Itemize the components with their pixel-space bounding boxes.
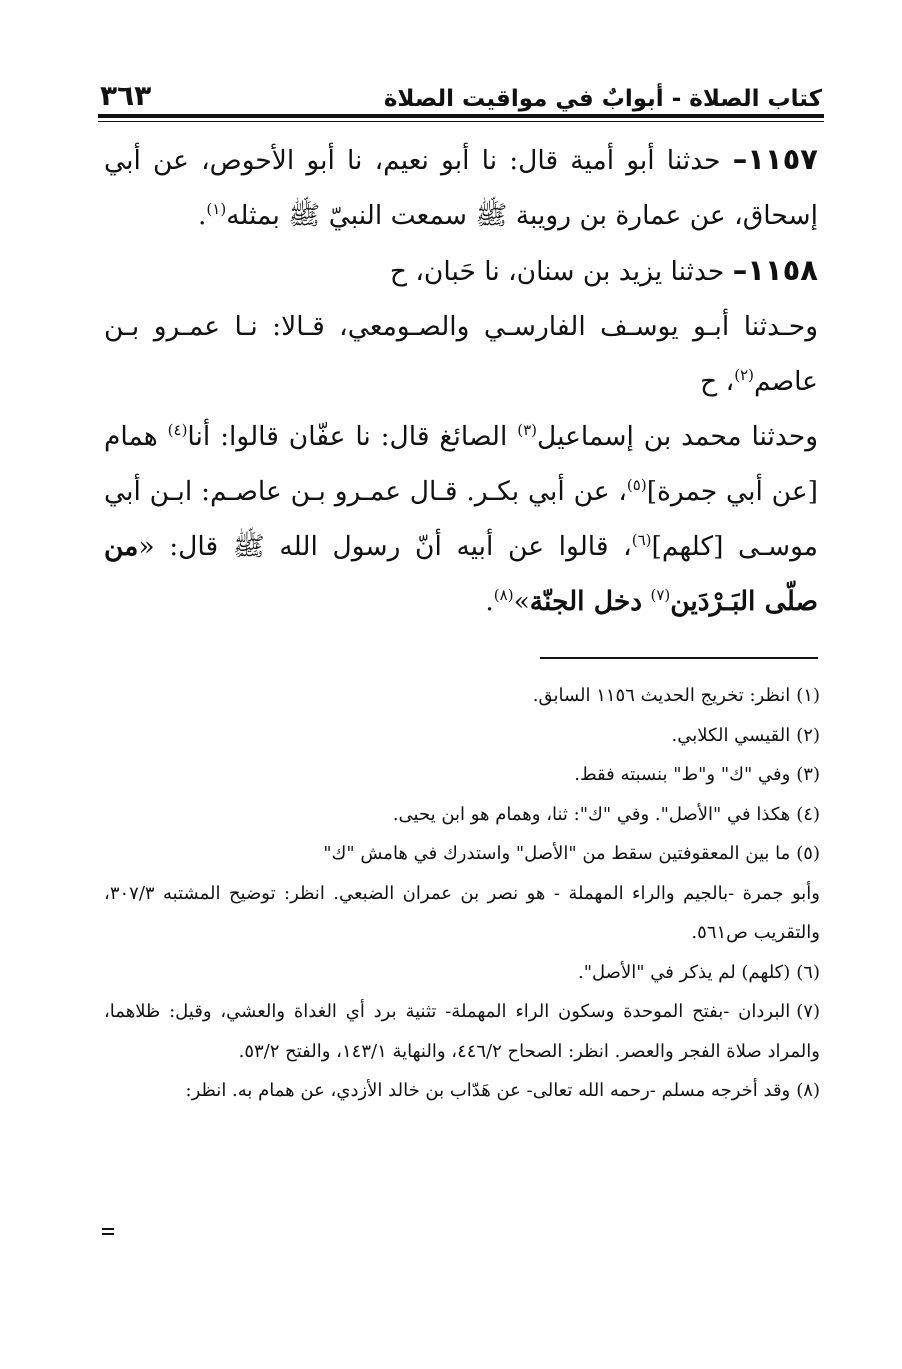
page-number: ٣٦٣ xyxy=(100,79,152,112)
hadith-text: أبي إسحاق، عن عمارة بن رويبة ﷺ سمعت النبيّ ﷺ بمثله xyxy=(104,145,818,231)
footnote-item xyxy=(104,716,820,756)
footnote-number: (٣) xyxy=(796,764,820,785)
main-text xyxy=(104,132,818,629)
hadith-text: حدثنا أبو أمية قال: نا أبو نعيم، نا أبو الأحوص، عن xyxy=(152,145,721,176)
footnote-ref: (٢) xyxy=(734,366,754,385)
chain-paragraph: وحدثنا محمد بن إسماعيل$^{(٣)}$ الصائغ قال: نا عفّان قالوا: أنا$^{(٤)}$ همام [عن أبي جمرة]$^{(٥)}$، عن أبي بكـر. قـال عمـرو بـن عاصـم: ابـن أبي موسـى [كلهم]$^{(٦)}$، قالوا عن أبيه أنّ رسول الله ﷺ قال: «من صلّى البَـرْدَين$^{(٧)}$ دخل الجنّة»$^{(٨)}$. xyxy=(104,421,819,617)
footnote-item xyxy=(104,992,820,1071)
footnote-item xyxy=(104,676,820,716)
prophetic-quote: دخل الجنّة xyxy=(529,586,643,617)
footnote-item xyxy=(104,834,820,874)
hadith-number: ١١٥٧– xyxy=(732,142,818,176)
footnote-ref: (٣) xyxy=(517,421,538,440)
hadith-1157: ١١٥٧– حدثنا أبو أمية قال: نا أبو نعيم، نا أبو الأحوص، عن أبي إسحاق، عن عمارة بن رويبة ﷺ سمعت النبيّ ﷺ بمثله$^{(١)}$. xyxy=(104,142,818,231)
footnote-text: هكذا في "الأصل". وفي "ك": ثنا، وهمام هو ابن يحيى. xyxy=(392,803,791,825)
header-title: كتاب الصلاة - أبوابٌ في مواقيت الصلاة xyxy=(383,86,822,112)
footnote-ref: (٦) xyxy=(631,531,652,550)
footnote-text: وقد أخرجه مسلم -رحمه الله تعالى- عن هَدّاب بن خالد الأزدي، عن همام به. انظر: xyxy=(185,1080,791,1101)
footnote-item xyxy=(104,755,820,795)
footnote-text: انظر: تخريج الحديث ١١٥٦ السابق. xyxy=(532,685,791,706)
prophetic-quote: من صلّى البَـرْدَين xyxy=(104,531,818,617)
chain-paragraph: وحـدثنا أبـو يوسـف الفارسـي والصـومعي، قـالا: نـا عمـرو بـن عاصم$^{(٢)}$، ح xyxy=(104,311,818,397)
footnote-text: البردان -بفتح الموحدة وسكون الراء المهملة- تثنية برد أي الغداة والعشي، وقيل: ظلاهما، والمراد صلاة الفجر والعصر. انظر: الصحاح ٤٤٦/٢، والنهاية ١٤٣/١، والفتح ٥٣/٢. xyxy=(104,1001,820,1062)
footnote-number: (٨) xyxy=(796,1080,820,1101)
hadith-1158 xyxy=(104,243,818,299)
footnote-ref: (١) xyxy=(206,200,227,219)
header-rule-thin xyxy=(98,121,824,122)
footnote-ref: (٨) xyxy=(493,586,514,605)
continuation-mark xyxy=(102,1228,114,1235)
footnote-ref: (٧) xyxy=(650,586,671,605)
footnote-text: (كلهم) لم يذكر في "الأصل". xyxy=(578,961,791,983)
footnotes xyxy=(104,676,820,1111)
hadith-text: حدثنا يزيد بن سنان، نا حَبان، ح xyxy=(389,256,725,287)
footnote-number: (٢) xyxy=(796,724,820,746)
hadith-text: عاصم xyxy=(753,366,818,397)
footnote-item xyxy=(104,953,820,993)
footnote-number: (٦) xyxy=(796,961,820,983)
footnote-number: (١) xyxy=(796,685,820,706)
footnote-ref: (٤) xyxy=(167,421,188,440)
footnote-text: القيسي الكلابي. xyxy=(671,724,791,746)
footnote-number: (٥) xyxy=(796,843,820,864)
hadith-text: وحـدثنا أبـو يوسـف الفارسـي والصـومعي، قـالا: نـا عمـرو بـن xyxy=(104,311,818,342)
footnote-separator xyxy=(540,657,818,659)
hadith-number: ١١٥٨– xyxy=(732,253,818,287)
footnote-item xyxy=(104,795,820,835)
footnote-text: وأبو جمرة -بالجيم والراء المهملة - هو نصر بن عمران الضبعي. انظر: توضيح المشتبه ٣٠٧/٣، والتقريب ص٥٦١. xyxy=(104,882,820,943)
footnote-number: (٧) xyxy=(796,1001,820,1022)
header-rule-thick xyxy=(98,114,824,118)
running-header xyxy=(100,62,822,112)
footnote-text: وفي "ك" و"ط" بنسبته فقط. xyxy=(574,764,791,785)
footnote-text: ما بين المعقوفتين سقط من "الأصل" واستدرك في هامش "ك" xyxy=(323,843,791,864)
footnote-ref: (٥) xyxy=(626,476,647,495)
footnote-item xyxy=(104,1071,820,1111)
footnote-item xyxy=(104,874,820,953)
footnote-number: (٤) xyxy=(796,803,820,825)
